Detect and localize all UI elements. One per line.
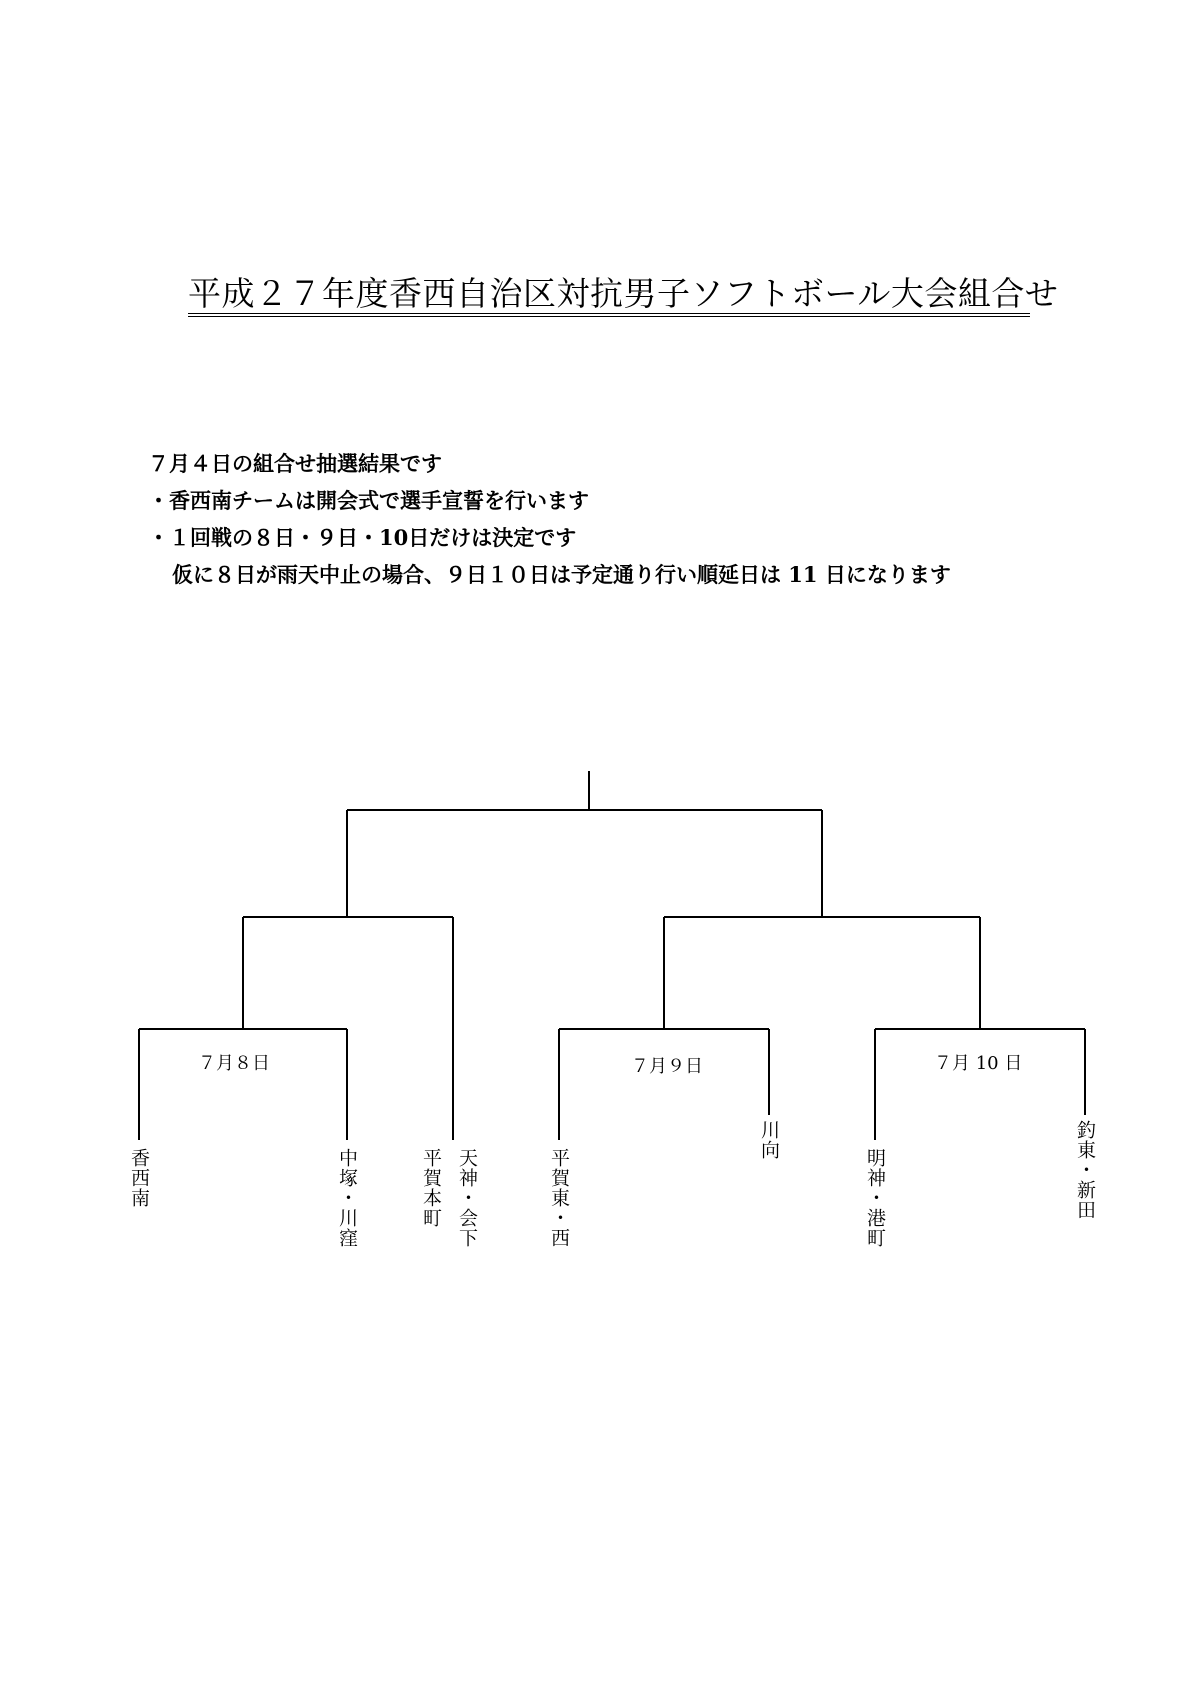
note-line: ・香西南チームは開会式で選手宣誓を行います (148, 488, 589, 513)
note-line: 仮に８日が雨天中止の場合、９日１０日は予定通り行い順延日は 11 日になります (172, 562, 951, 587)
match-date-label: ７月９日 (631, 1056, 703, 1077)
match-date-label: ７月８日 (198, 1053, 270, 1074)
team-name: 平賀本町 (420, 1148, 442, 1228)
note-line: ７月４日の組合せ抽選結果です (148, 451, 442, 476)
team-name: 釣東・新田 (1074, 1120, 1096, 1220)
team-name: 天神・会下 (456, 1148, 478, 1248)
team-name: 香西南 (128, 1148, 150, 1208)
note-line: ・１回戦の８日・９日・10日だけは決定です (148, 525, 577, 550)
team-name: 平賀東・西 (548, 1148, 570, 1248)
match-date-label: ７月 10 日 (934, 1053, 1023, 1074)
team-name: 中塚・川窪 (336, 1148, 358, 1248)
team-name: 明神・港町 (864, 1148, 886, 1248)
team-name: 川向 (758, 1120, 780, 1160)
document-title: 平成２７年度香西自治区対抗男子ソフトボール大会組合せ (188, 274, 1059, 313)
